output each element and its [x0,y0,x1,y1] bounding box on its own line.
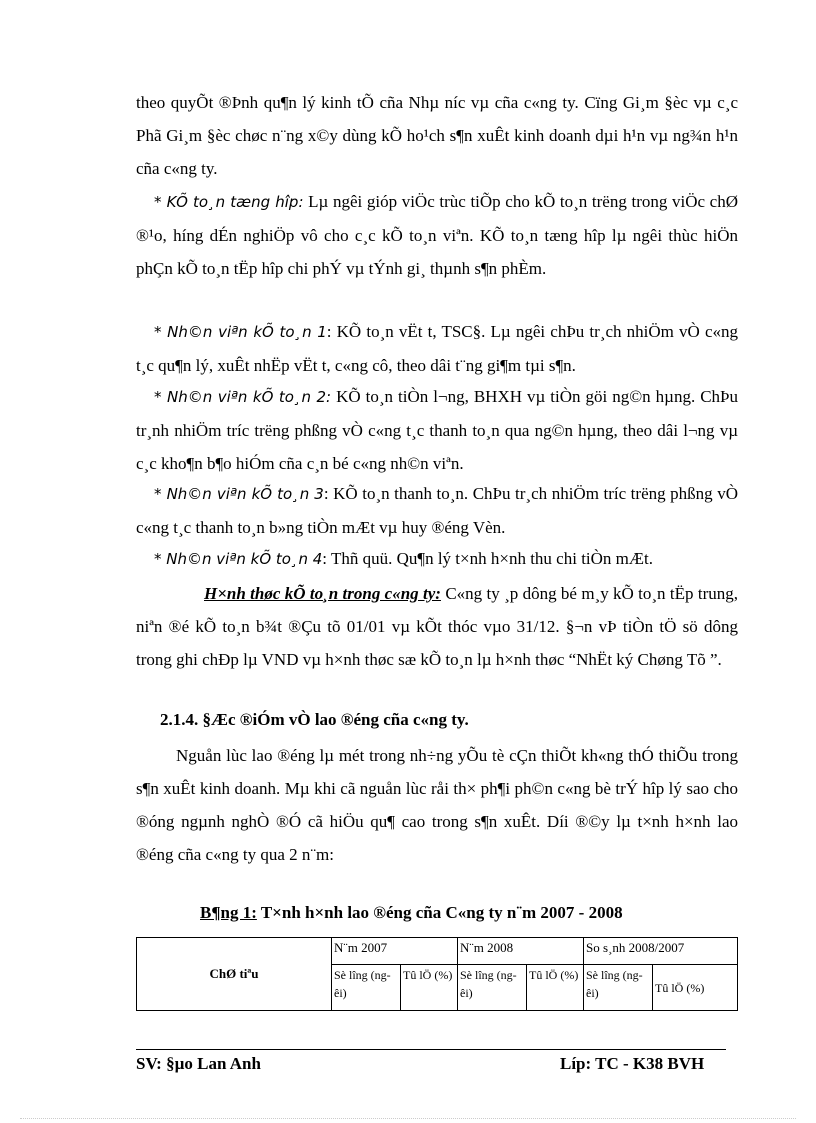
header-count: Sè lîng (ngêi) [458,965,527,1011]
paragraph-accountant-2: * Nh©n viªn kÕ to¸n 2: KÕ to¸n tiÒn l¬ng, BHXH vµ tiÒn göi ng©n hµng. ChÞu tr¸nh nhiÖm tríc trëng phßng vÒ c«ng t¸c thanh to¸n qua ng©n hµng, theo dâi l¬ng vµ c¸c kho¶n b¶o hiÓm cña c¸n bé c«ng nh©n viªn. [136,387,738,473]
footer-student: SV: §µo Lan Anh [136,1054,261,1073]
role-label: * Nh©n viªn kÕ to¸n 3 [154,485,324,503]
paragraph-general-accountant: * KÕ to¸n tæng hîp: Lµ ngêi gióp viÖc trùc tiÕp cho kÕ to¸n trëng trong viÖc chØ ®¹o, híng dÉn nghiÖp vô cho c¸c kÕ to¸n viªn. KÕ to¸n tæng hîp lµ ngêi thùc hiÖn phÇn kÕ to¸n tËp hîp chi phÝ vµ tÝnh gi¸ thµnh s¶n phÈm. [136,192,738,278]
table-caption: B¶ng 1: T×nh h×nh lao ®éng cña C«ng ty n¨m 2007 - 2008 [200,903,623,922]
footer-rule [136,1049,726,1050]
section-heading: 2.1.4. §Æc ®iÓm vÒ lao ®éng cña c«ng ty. [160,710,469,729]
header-ratio: Tû lÖ (%) [653,965,738,1011]
header-year-2008: N¨m 2008 [458,938,584,965]
paragraph-accounting-form: H×nh thøc kÕ to¸n trong c«ng ty: C«ng ty ¸p dông bé m¸y kÕ to¸n tËp trung, niªn ®é kÕ to¸n b¾t ®Çu tõ 01/01 vµ kÕt thóc vµo 31/12. §¬n vÞ tiÒn tÖ sö dông trong ghi chÐp lµ VND vµ h×nh thøc sæ kÕ to¸n lµ h×nh thøc “NhËt ký Chøng Tõ ”. [136,584,738,669]
labor-table [136,937,738,1011]
paragraph-labor: Nguån lùc lao ®éng lµ mét trong nh÷ng yÕu tè cÇn thiÕt kh«ng thÓ thiÕu trong s¶n xuÊt kinh doanh. Mµ khi cã nguån lùc råi th× ph¶i ph©n c«ng bè trÝ hîp lý sao cho ®óng ngµnh nghÒ ®Ó cã hiÖu qu¶ cao trong s¶n xuÊt. Díi ®©y lµ t×nh h×nh lao ®éng cña c«ng ty qua 2 n¨m: [136,746,738,864]
header-indicator: ChØ tiªu [137,938,332,1011]
paragraph-accountant-3: * Nh©n viªn kÕ to¸n 3: KÕ to¸n thanh to¸n. ChÞu tr¸ch nhiÖm tríc trëng phßng vÒ c«ng t¸c thanh to¸n b»ng tiÒn mÆt vµ huy ®éng Vèn. [136,484,739,537]
role-label: * Nh©n viªn kÕ to¸n 4 [154,550,323,568]
header-ratio: Tû lÖ (%) [527,965,584,1011]
paragraph-1: theo quyÕt ®Þnh qu¶n lý kinh tÕ cña Nhµ níc vµ cña c«ng ty. Cïng Gi¸m §èc vµ c¸c Phã Gi¸m §èc chøc n¨ng x©y dùng kÕ ho¹ch s¶n xuÊt kinh doanh dµi h¹n vµ ng¾n h¹n cña c«ng ty. [136,93,738,178]
role-label: * Nh©n viªn kÕ to¸n 1 [154,323,327,341]
footer-class: Líp: TC - K38 BVH [560,1054,705,1073]
role-label: * KÕ to¸n tæng hîp: [154,193,304,211]
header-ratio: Tû lÖ (%) [401,965,458,1011]
header-compare: So s¸nh 2008/2007 [584,938,738,965]
header-count: Sè lîng (ngêi) [332,965,401,1011]
paragraph-accountant-4: * Nh©n viªn kÕ to¸n 4: Thñ quü. Qu¶n lý t×nh h×nh thu chi tiÒn mÆt. [154,549,653,568]
role-label: * Nh©n viªn kÕ to¸n 2: [154,388,332,406]
page-edge [20,1118,796,1119]
section-label: H×nh thøc kÕ to¸n trong c«ng ty: [204,584,441,603]
header-year-2007: N¨m 2007 [332,938,458,965]
paragraph-accountant-1: * Nh©n viªn kÕ to¸n 1: KÕ to¸n vËt t, TSC§. Lµ ngêi chÞu tr¸ch nhiÖm vÒ c«ng t¸c qu¶n lý, xuÊt nhËp vËt t, c«ng cô, theo dâi t¨ng gi¶m tµi s¶n. [136,322,738,375]
header-count: Sè lîng (ngêi) [584,965,653,1011]
